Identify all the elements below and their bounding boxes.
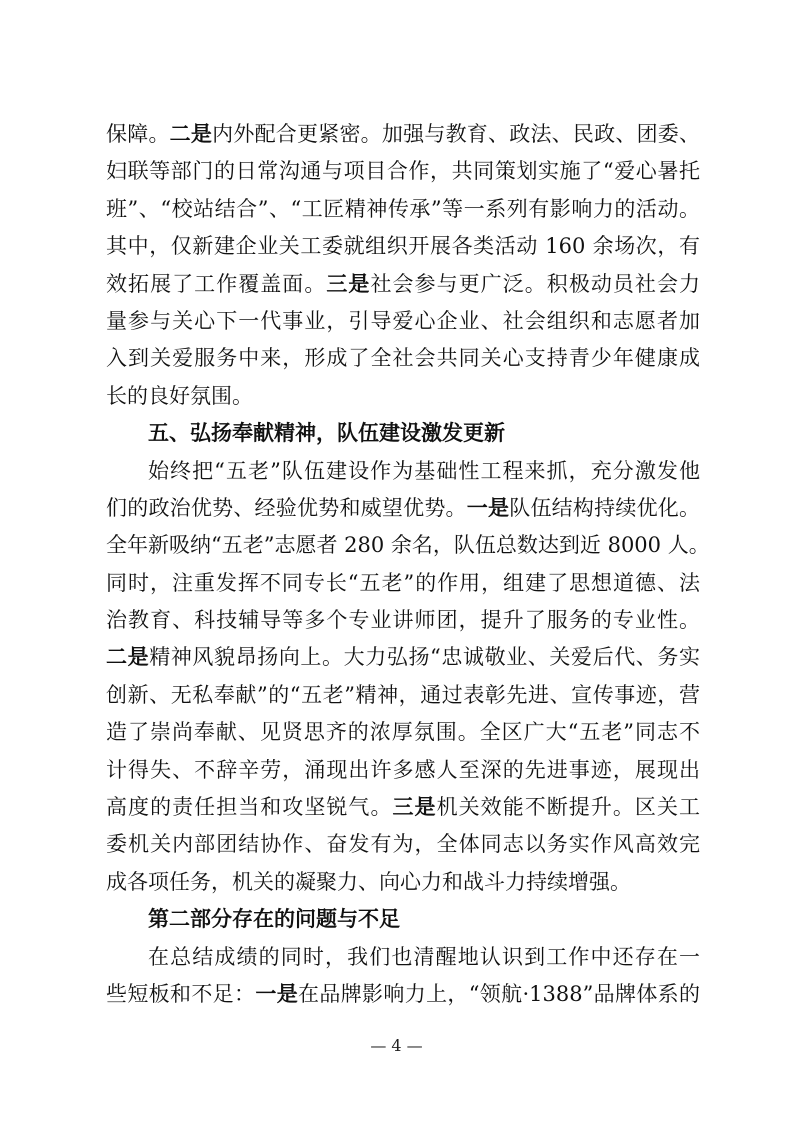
text-segment: 在总结成绩的同时，我们也清醒地认识到工作中还存在一 [148, 944, 700, 969]
text-line [106, 453, 700, 490]
text-line [106, 714, 700, 751]
text-segment: 班”、“校站结合”、“工匠精神传承”等一系列有影响力的活动。 [106, 196, 700, 221]
bold-keyword: 一是 [466, 495, 510, 520]
text-segment: 高度的责任担当和攻坚锐气。 [106, 795, 393, 820]
text-segment: 其中，仅新建企业关工委就组织开展各类活动 160 余场次，有 [106, 234, 700, 259]
text-segment: 长的良好氛围。 [106, 383, 253, 408]
text-segment: 效拓展了工作覆盖面。 [106, 271, 327, 296]
text-segment: 机关效能不断提升。区关工 [436, 795, 701, 820]
text-segment: 队伍结构持续优化。 [509, 495, 701, 520]
text-segment: 委机关内部团结协作、奋发有为，全体同志以务实作风高效完 [106, 832, 700, 857]
section-heading [106, 901, 700, 938]
text-segment: 量参与关心下一代事业，引导爱心企业、社会组织和志愿者加 [106, 308, 700, 333]
text-line [106, 228, 700, 265]
text-segment: 妇联等部门的日常沟通与项目合作，共同策划实施了“爱心暑托 [106, 159, 700, 184]
text-line [106, 602, 700, 639]
text-segment: 入到关爱服务中来，形成了全社会共同关心支持青少年健康成 [106, 346, 700, 371]
document-body [106, 116, 710, 1013]
text-segment: 创新、无私奉献”的“五老”精神，通过表彰先进、宣传事迹，营 [106, 682, 700, 707]
text-line [106, 266, 700, 303]
text-line [106, 340, 700, 377]
text-line [106, 116, 700, 153]
text-line [106, 677, 700, 714]
bold-keyword: 二是 [106, 645, 150, 670]
text-line [106, 976, 700, 1013]
bold-keyword: 三是 [392, 795, 437, 820]
text-segment: 社会参与更广泛。积极动员社会力 [370, 271, 701, 296]
bold-keyword: 二是 [169, 122, 213, 146]
text-segment: 些短板和不足： [106, 981, 256, 1006]
text-line [106, 752, 700, 789]
text-line [106, 639, 700, 676]
text-line [106, 490, 700, 527]
section-heading [106, 415, 700, 452]
text-segment: 们的政治优势、经验优势和威望优势。 [106, 495, 467, 520]
text-line [106, 378, 700, 415]
text-segment: 五、弘扬奉献精神，队伍建设激发更新 [148, 421, 505, 446]
page-number: — 4 — [370, 1036, 423, 1055]
text-segment: 同时，注重发挥不同专长“五老”的作用，组建了思想道德、法 [106, 570, 700, 595]
text-line [106, 565, 700, 602]
text-line [106, 153, 700, 190]
text-segment: 全年新吸纳“五老”志愿者 280 余名，队伍总数达到近 8000 人。 [106, 533, 710, 558]
text-line [106, 191, 700, 228]
text-segment: 内外配合更紧密。加强与教育、政法、民政、团委、 [212, 122, 701, 146]
text-segment: 治教育、科技辅导等多个专业讲师团，提升了服务的专业性。 [106, 608, 700, 633]
text-line [106, 303, 700, 340]
text-segment: 造了崇尚奉献、见贤思齐的浓厚氛围。全区广大“五老”同志不 [106, 720, 700, 745]
text-line [106, 527, 710, 564]
text-line [106, 826, 700, 863]
text-segment: 第二部分存在的问题与不足 [148, 907, 400, 932]
text-line [106, 864, 700, 901]
bold-keyword: 一是 [255, 981, 299, 1006]
text-segment: 始终把“五老”队伍建设作为基础性工程来抓，充分激发他 [148, 458, 700, 483]
text-segment: 在品牌影响力上，“领航·1388”品牌体系的 [298, 981, 701, 1006]
text-segment: 计得失、不辞辛劳，涌现出许多感人至深的先进事迹，展现出 [106, 757, 700, 782]
bold-keyword: 三是 [326, 271, 371, 296]
text-segment: 精神风貌昂扬向上。大力弘扬“忠诚敬业、关爱后代、务实 [149, 645, 701, 670]
text-line [106, 939, 700, 976]
text-line [106, 789, 700, 826]
text-segment: 成各项任务，机关的凝聚力、向心力和战斗力持续增强。 [106, 869, 631, 894]
text-segment: 保障。 [106, 122, 170, 146]
